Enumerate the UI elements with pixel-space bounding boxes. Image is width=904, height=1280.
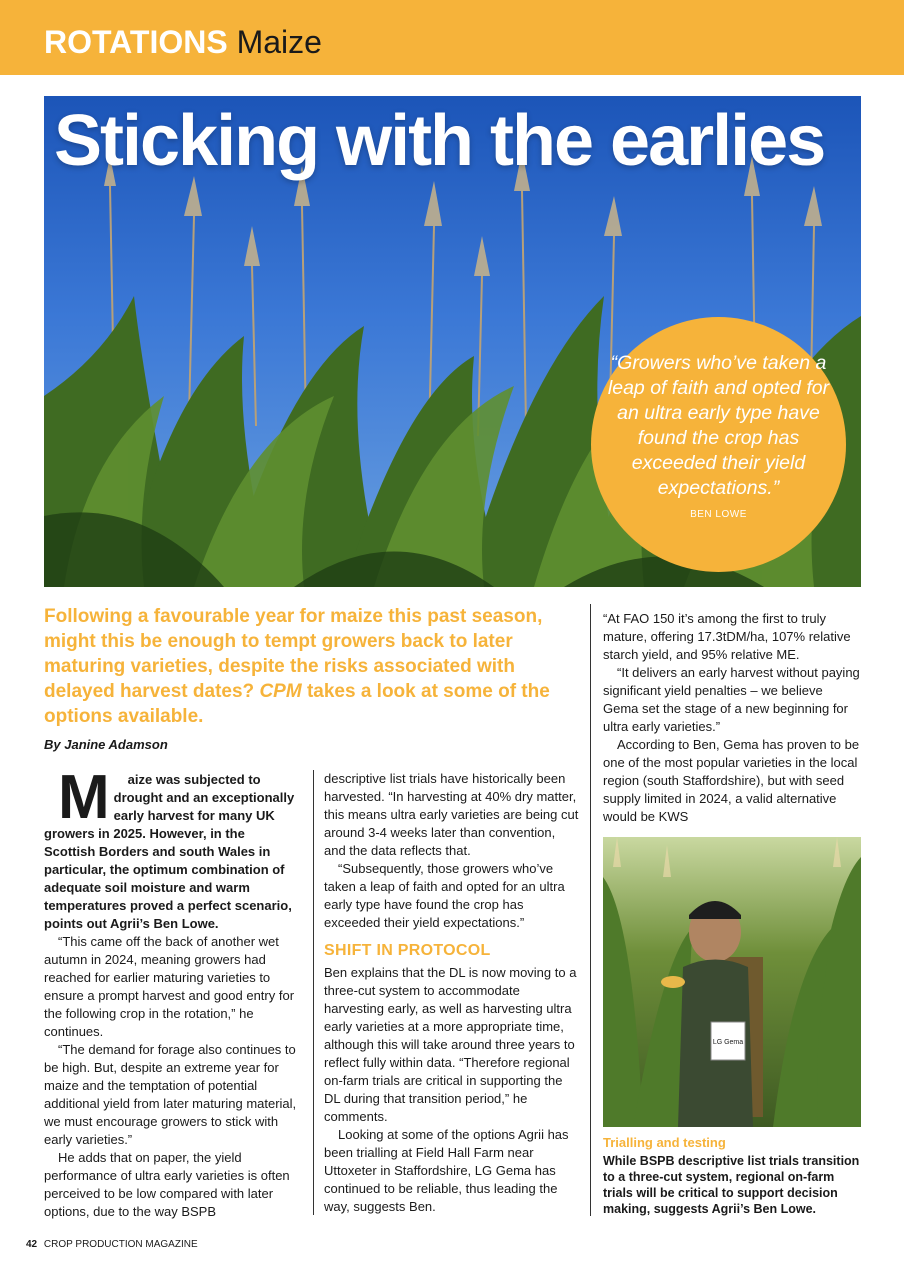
- section-name: ROTATIONS: [44, 24, 228, 60]
- subhead: SHIFT IN PROTOCOL: [324, 942, 491, 959]
- standfirst-text-1: Following a favourable year for maize this past season, might this be enough to tempt growers back to later maturing varieties, despite the risks associated with delayed harvest dates?: [44, 606, 543, 702]
- caption-title: Trialling and testing: [603, 1135, 726, 1150]
- article-photo: [603, 837, 861, 1127]
- byline: By Janine Adamson: [44, 737, 168, 752]
- paragraph: “This came off the back of another wet autumn in 2024, meaning growers had reached for earlier maturing varieties to ensure a prompt harvest and good entry for the following crop in the rotation,” he continues.: [44, 934, 295, 1039]
- paragraph: “It delivers an early harvest without paying significant yield penalties – we believe Gema set the stage of a new beginning for ultra early varieties.”: [603, 665, 860, 734]
- page-footer: [26, 1239, 198, 1250]
- section-title: [44, 22, 322, 62]
- standfirst-text-2: takes a look at some of the options available.: [44, 681, 550, 727]
- paragraph: descriptive list trials have historically been harvested. “In harvesting at 40% dry matter, this means ultra early varieties are being cut around 3-4 weeks later than convention, and the data reflects that.: [324, 771, 579, 858]
- photo-sign-text: LG Gema: [712, 1039, 744, 1046]
- standfirst-publication: CPM: [259, 681, 302, 702]
- paragraph: “At FAO 150 it’s among the first to truly mature, offering 17.3tDM/ha, 107% relative starch yield, and 95% relative ME.: [603, 611, 851, 662]
- column-rule: [313, 770, 314, 1215]
- caption-text: While BSPB descriptive list trials transition to a three-cut system, regional on-farm trials will be critical to support decision making, suggests Agrii’s Ben Lowe.: [603, 1154, 860, 1216]
- lead-text: aize was subjected to drought and an exceptionally early harvest for many UK growers in 2025. However, in the Scottish Borders and south Wales in particular, the optimum combination of adequate soil moisture and warm temperatures proved a perfect scenario, points out Agrii’s Ben Lowe.: [44, 772, 295, 931]
- paragraph: Ben explains that the DL is now moving to a three-cut system to accommodate harvesting early, as well as harvesting ultra early varieties at a more appropriate time, although this will take around three years to reflect fully within data. “Therefore regional on-farm trials are critical in supporting the DL during that transition period,” he comments.: [324, 965, 577, 1124]
- page-number: 42: [26, 1239, 38, 1250]
- headline: Sticking with the earlies: [54, 101, 825, 181]
- standfirst: [44, 604, 584, 729]
- paragraph: According to Ben, Gema has proven to be one of the most popular varieties in the local region (south Staffordshire), but with seed supply limited in 2024, a valid alternative would be KWS: [603, 737, 860, 824]
- paragraph: “Subsequently, those growers who’ve taken a leap of faith and opted for an ultra early type have found the crop has exceeded their yield expectations.”: [324, 861, 565, 930]
- paragraph: “The demand for forage also continues to be high. But, despite an extreme year for maize and the temptation of potential additional yield from later maturing material, we must encourage growers to stick with early varieties.”: [44, 1042, 297, 1147]
- farmer-in-maize-illustration: [603, 837, 861, 1127]
- drop-cap: M: [58, 763, 110, 832]
- paragraph: Looking at some of the options Agrii has been trialling at Field Hall Farm near Uttoxeter in Staffordshire, LG Gema has continued to be reliable, thus leading the way, suggests Ben.: [324, 1127, 569, 1214]
- article-column-3: [603, 610, 861, 826]
- article-column-2: [324, 770, 580, 1216]
- pull-quote-author: BEN LOWE: [690, 509, 747, 520]
- magazine-name: CROP PRODUCTION MAGAZINE: [43, 1239, 198, 1250]
- pull-quote: [591, 317, 846, 572]
- paragraph: He adds that on paper, the yield performance of ultra early varieties is often perceived to be low compared with later options, due to the way BSPB: [44, 1150, 290, 1219]
- section-topic: Maize: [236, 24, 322, 60]
- pull-quote-text: “Growers who’ve taken a leap of faith and opted for an ultra early type have found the crop has exceeded their yield expectations.”: [607, 352, 830, 499]
- article-column-1: [44, 763, 298, 1221]
- lead-paragraph: [44, 763, 298, 933]
- column-rule: [590, 604, 591, 1216]
